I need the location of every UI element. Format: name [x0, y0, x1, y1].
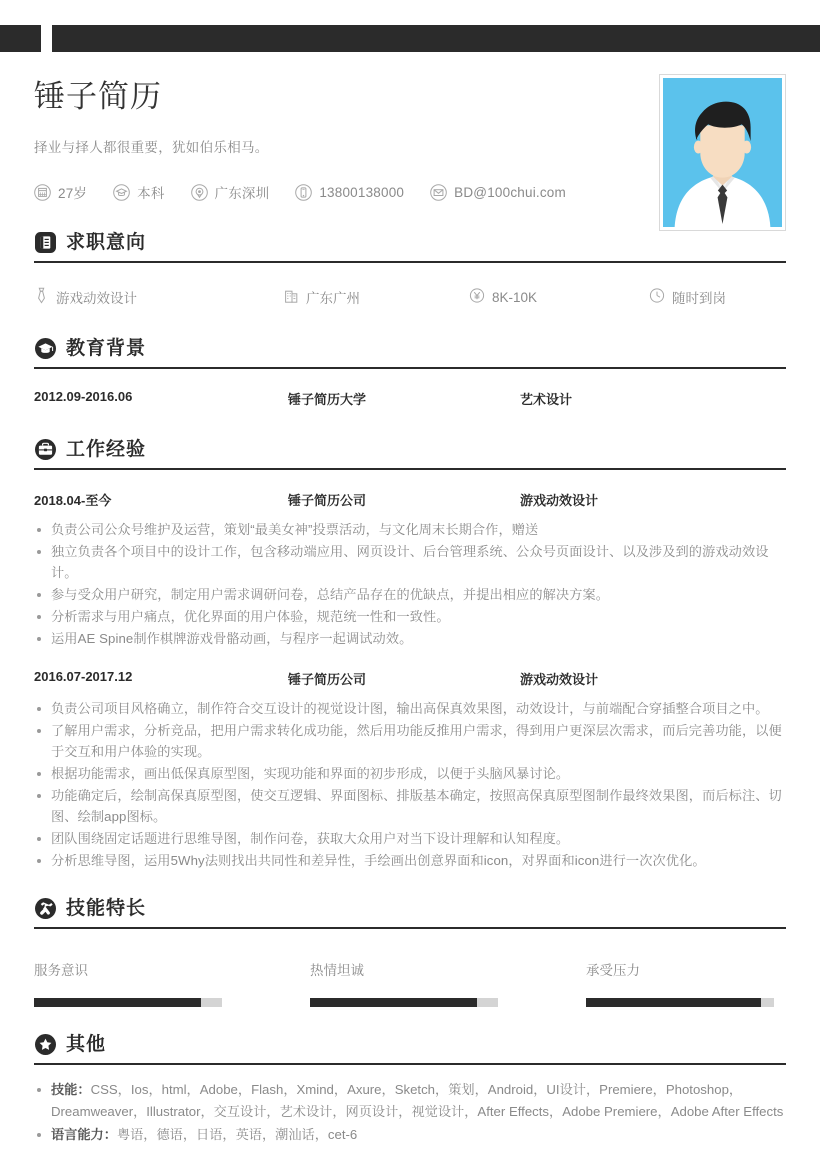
- list-item: 负责公司项目风格确立，制作符合交互设计的视觉设计图，输出高保真效果图，动效设计，与前端配合穿插整合项目之中。: [34, 698, 786, 719]
- list-item: 参与受众用户研究，制定用户需求调研问卷，总结产品存在的优缺点，并提出相应的解决方案。: [34, 584, 786, 605]
- work-period: 2018.04-至今: [34, 493, 112, 508]
- education-school: 锤子简历大学: [288, 392, 367, 407]
- section-title-skills: 技能特长: [66, 898, 147, 919]
- work-period: 2016.07-2017.12: [34, 669, 133, 684]
- work-company: 锤子简历公司: [288, 672, 367, 687]
- intent-item-city: [284, 287, 469, 307]
- list-item: 分析需求与用户痛点，优化界面的用户体验，规范统一性和一致性。: [34, 606, 786, 627]
- intent-value-position: 游戏动效设计: [56, 291, 137, 306]
- avatar-image: [663, 78, 782, 227]
- intent-value-city: 广东广州: [306, 291, 360, 306]
- skill-progress-track: [34, 998, 222, 1007]
- list-item: 功能确定后，绘制高保真原型图，使交互逻辑、界面图标、排版基本确定，按照高保真原型图制作最终效果图，而后标注、切图、绘制app图标。: [34, 785, 786, 827]
- intent-value-availability: 随时到岗: [672, 291, 726, 306]
- section-header-job-intention: [34, 231, 786, 263]
- other-key: 技能：: [51, 1082, 91, 1097]
- window-title-bar: [0, 25, 820, 52]
- education-period: 2012.09-2016.06: [34, 389, 133, 404]
- intent-item-position: [34, 287, 284, 307]
- other-value: CSS，Ios，html，Adobe，Flash，Xmind，Axure，Sketch，策划，Android，UI设计，Premiere，Photoshop，Dreamweaver，Illustrator，交互设计，艺术设计，网页设计，视觉设计，After Effects，Adobe Premiere，Adobe After Effects: [51, 1082, 784, 1119]
- clock-icon: [649, 287, 665, 307]
- tools-icon: [34, 897, 57, 920]
- necktie-icon: [34, 287, 49, 307]
- profile-header: [34, 52, 786, 227]
- work-bullet-list: [34, 519, 786, 649]
- meta-value-education: 本科: [137, 186, 165, 202]
- location-pin-icon: [191, 184, 208, 201]
- meta-value-phone: 13800138000: [319, 184, 405, 200]
- list-item: 了解用户需求，分析竞品，把用户需求转化成功能，然后用功能反推用户需求，得到用户更深层次需求，而后完善功能，以便于交互和用户体验的实现。: [34, 720, 786, 762]
- skill-progress-fill: [310, 998, 477, 1007]
- section-education: [34, 337, 786, 408]
- skill-label: 热情坦诚: [310, 963, 364, 978]
- work-entry: [34, 669, 786, 871]
- meta-value-location: 广东深圳: [214, 186, 270, 202]
- work-company: 锤子简历公司: [288, 493, 367, 508]
- graduation-cap-icon: [34, 337, 57, 360]
- list-item: [34, 1079, 786, 1122]
- skill-label: 服务意识: [34, 963, 88, 978]
- resume-page: [0, 52, 820, 1148]
- work-entry-heading: [34, 490, 786, 509]
- intent-item-salary: [469, 287, 649, 307]
- envelope-icon: [430, 184, 447, 201]
- work-entry: [34, 490, 786, 649]
- other-list: [34, 1079, 786, 1146]
- document-icon: [34, 231, 57, 254]
- meta-item-education: [113, 182, 164, 202]
- titlebar-left-block: [0, 25, 41, 52]
- education-cap-icon: [113, 184, 130, 201]
- avatar: [659, 74, 786, 231]
- skill-progress-fill: [34, 998, 201, 1007]
- skill-label: 承受压力: [586, 963, 640, 978]
- education-major: 艺术设计: [520, 392, 573, 407]
- section-header-work-experience: [34, 438, 786, 470]
- star-badge-icon: [34, 1033, 57, 1056]
- mobile-phone-icon: [295, 184, 312, 201]
- work-role: 游戏动效设计: [520, 672, 599, 687]
- calendar-icon: [34, 184, 51, 201]
- section-skills: [34, 897, 786, 1007]
- other-key: 语言能力：: [51, 1127, 117, 1142]
- list-item: 分析思维导图，运用5Why法则找出共同性和差异性，手绘画出创意界面和icon，对界面和icon进行一次次优化。: [34, 850, 786, 871]
- work-bullet-list: [34, 698, 786, 871]
- list-item: [34, 1124, 786, 1146]
- skill-progress-fill: [586, 998, 761, 1007]
- section-header-education: [34, 337, 786, 369]
- meta-item-email: [430, 184, 566, 201]
- list-item: 独立负责各个项目中的设计工作，包含移动端应用、网页设计、后台管理系统、公众号页面设计、以及涉及到的游戏动效设计。: [34, 541, 786, 583]
- section-job-intention: [34, 231, 786, 307]
- section-header-skills: [34, 897, 786, 929]
- work-entry-heading: [34, 669, 786, 688]
- titlebar-gap: [41, 25, 52, 52]
- titlebar-right-block: [52, 25, 820, 52]
- section-work-experience: [34, 438, 786, 871]
- list-item: 团队围绕固定话题进行思维导图，制作问卷，获取大众用户对当下设计理解和认知程度。: [34, 828, 786, 849]
- intent-value-salary: 8K-10K: [492, 289, 538, 305]
- section-other: [34, 1033, 786, 1146]
- meta-item-phone: [295, 184, 404, 201]
- skill-item: [586, 959, 786, 1007]
- page-title: 锤子简历: [34, 79, 162, 114]
- other-value: 粤语，德语，日语，英语，潮汕话，cet-6: [116, 1127, 358, 1142]
- meta-item-age: [34, 182, 87, 202]
- section-header-other: [34, 1033, 786, 1065]
- section-title-education: 教育背景: [66, 338, 147, 359]
- job-intention-row: [34, 287, 786, 307]
- profile-tagline: 择业与择人都很重要，犹如伯乐相马。: [34, 140, 269, 156]
- briefcase-icon: [34, 438, 57, 461]
- skill-item: [310, 959, 586, 1007]
- skill-item: [34, 959, 310, 1007]
- meta-item-location: [191, 182, 270, 202]
- section-title-other: 其他: [66, 1034, 107, 1055]
- section-title-job-intention: 求职意向: [66, 232, 147, 253]
- list-item: 负责公司公众号维护及运营，策划“最美女神”投票活动，与文化周末长期合作，赠送: [34, 519, 786, 540]
- building-icon: [284, 287, 299, 307]
- work-role: 游戏动效设计: [520, 493, 599, 508]
- yen-coin-icon: [469, 287, 485, 307]
- list-item: 运用AE Spine制作棋牌游戏骨骼动画，与程序一起调试动效。: [34, 628, 786, 649]
- skill-progress-track: [586, 998, 774, 1007]
- education-entry-row: [34, 389, 786, 408]
- meta-value-email: BD@100chui.com: [454, 184, 566, 200]
- skills-row: [34, 959, 786, 1007]
- skill-progress-track: [310, 998, 498, 1007]
- list-item: 根据功能需求，画出低保真原型图，实现功能和界面的初步形成，以便于头脑风暴讨论。: [34, 763, 786, 784]
- meta-value-age: 27岁: [58, 186, 88, 202]
- section-title-work-experience: 工作经验: [66, 439, 147, 460]
- intent-item-availability: [649, 287, 786, 307]
